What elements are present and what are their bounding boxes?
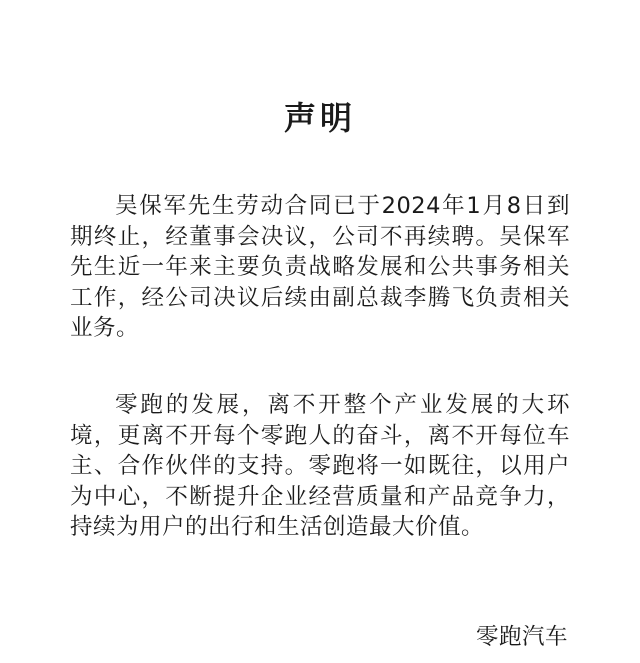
statement-paragraph-1: 吴保军先生劳动合同已于2024年1月8日到期终止，经董事会决议，公司不再续聘。吴保军先生近一年来主要负责战略发展和公共事务相关工作，经公司决议后续由副总裁李腾飞负责相关业务。 bbox=[70, 193, 570, 341]
statement-title: 声明 bbox=[283, 99, 356, 137]
company-signature: 零跑汽车 bbox=[475, 624, 568, 650]
statement-paragraph-2: 零跑的发展，离不开整个产业发展的大环境，更离不开每个零跑人的奋斗，离不开每位车主、合作伙伴的支持。零跑将一如既往，以用户为中心，不断提升企业经营质量和产品竞争力，持续为用户的出行和生活创造最大价值。 bbox=[70, 392, 570, 540]
